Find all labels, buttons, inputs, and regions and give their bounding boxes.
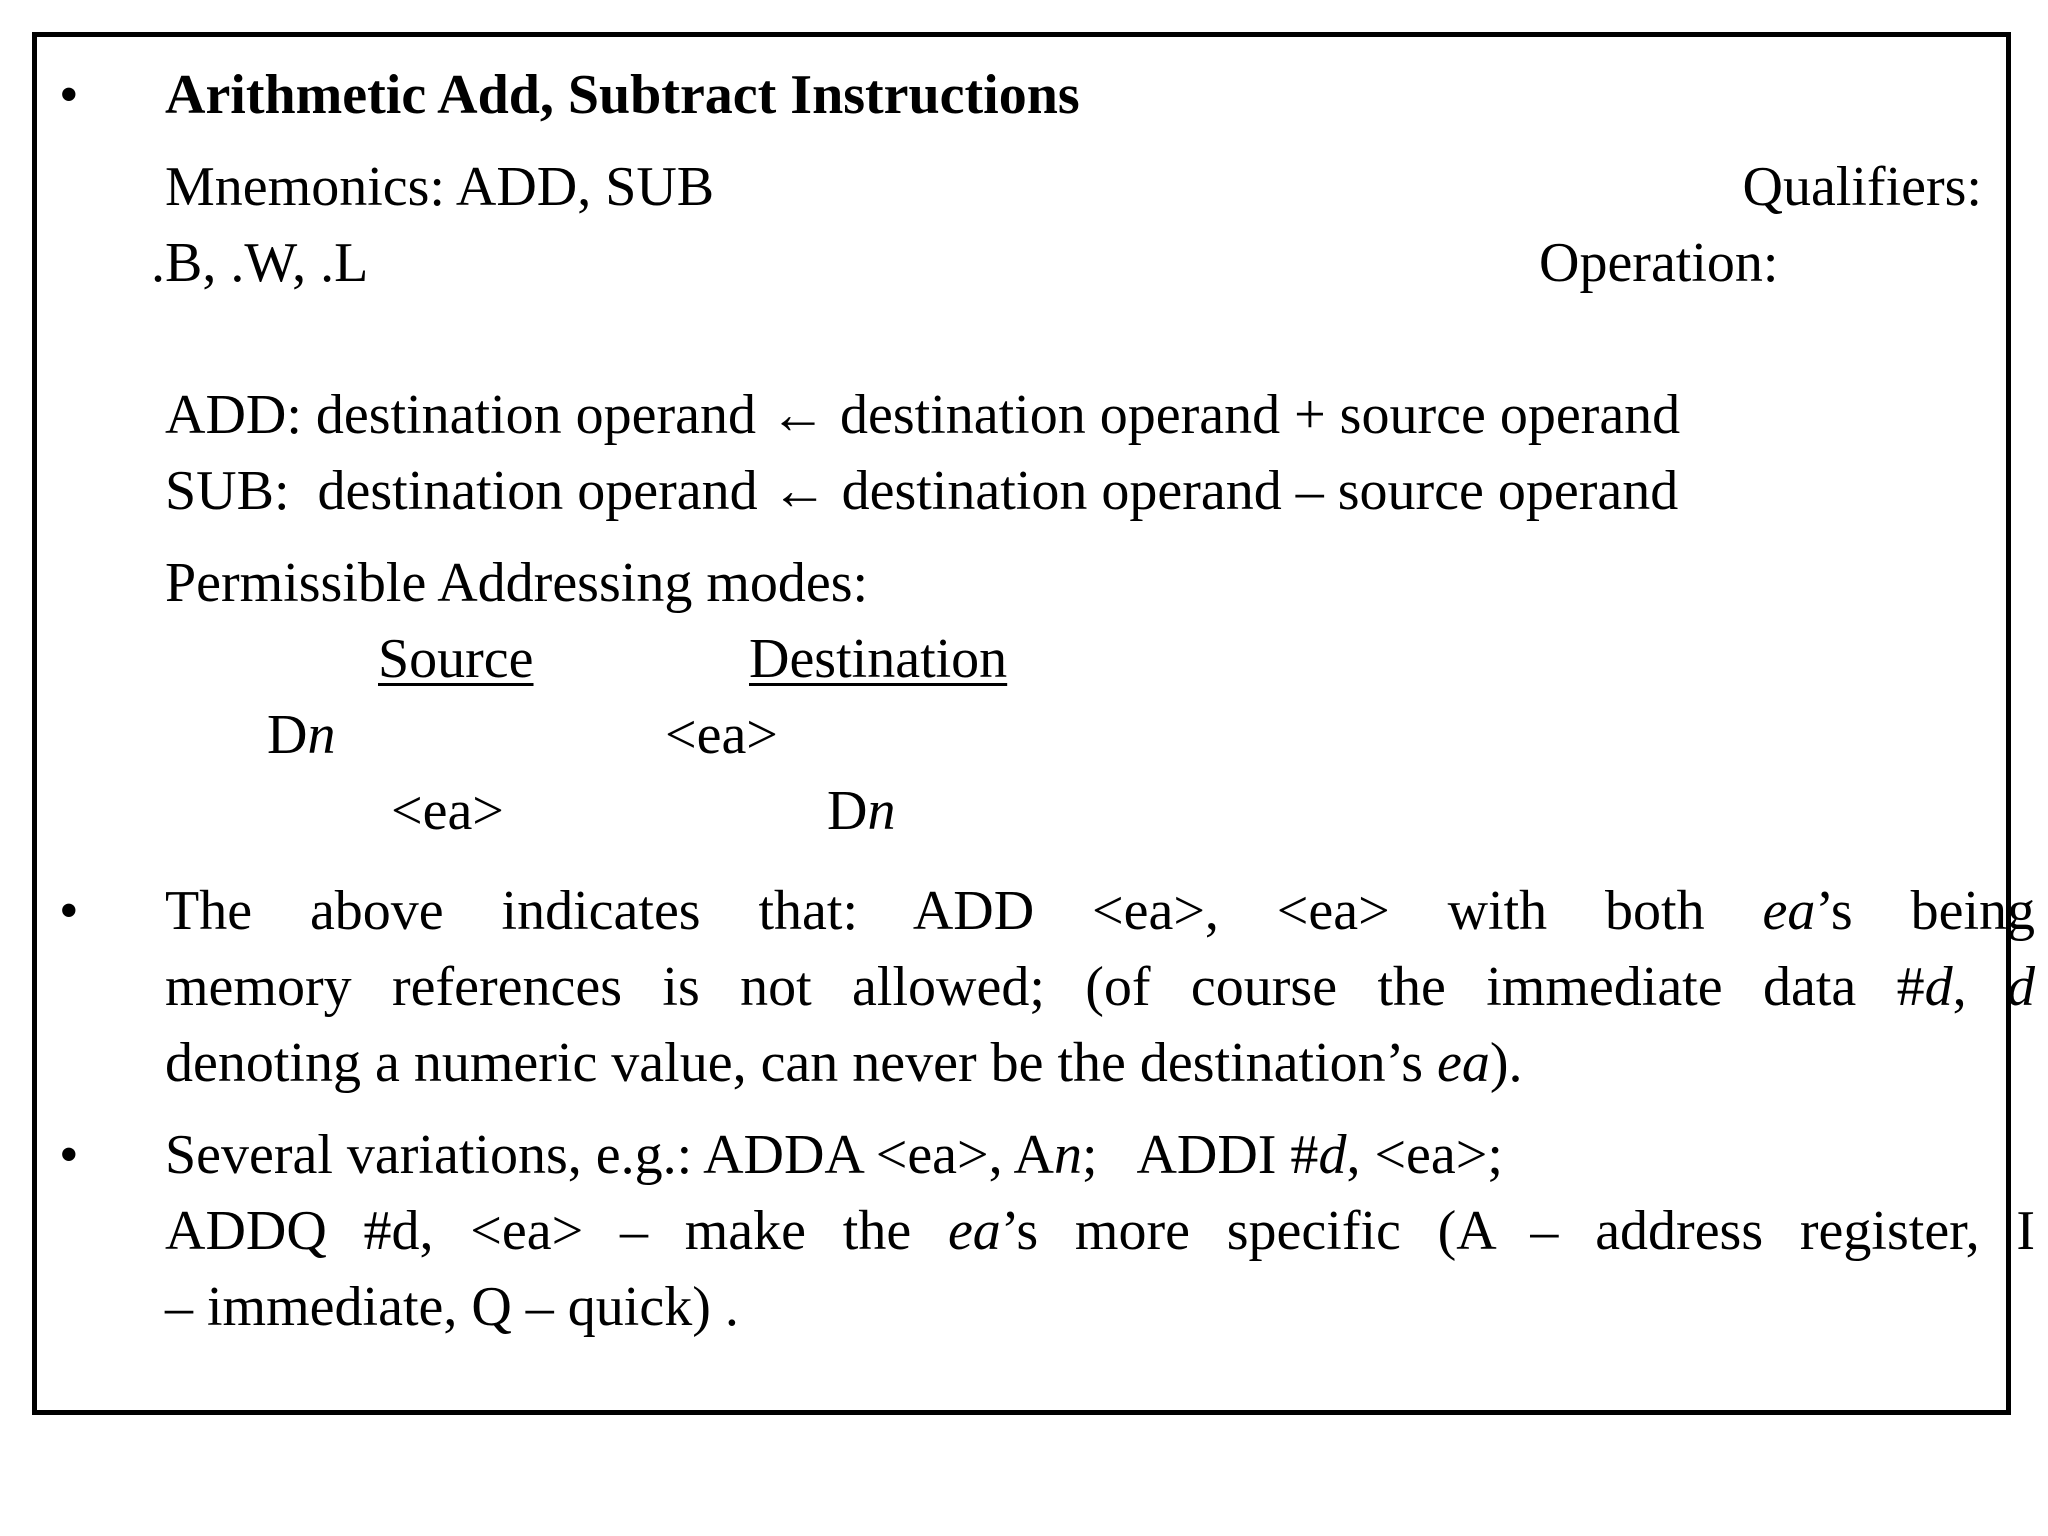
mode-row-1-destination: <ea>	[665, 704, 778, 766]
variations-line-2: ADDQ #d, <ea> – make the ea’s more specific (A – address register, I	[165, 1200, 2036, 1262]
heading: Arithmetic Add, Subtract Instructions	[165, 64, 1080, 126]
modes-title: Permissible Addressing modes:	[165, 552, 869, 614]
qualifiers-label: Qualifiers:	[1742, 156, 1982, 218]
variations-line-3: – immediate, Q – quick) .	[165, 1276, 739, 1338]
bullet-3: •	[59, 1124, 79, 1186]
operation-sub: SUB: destination operand ← destination operand – source operand	[165, 460, 1679, 522]
mode-row-2-destination: Dn	[827, 780, 896, 842]
bullet-2: •	[59, 880, 79, 942]
bullet-1: •	[59, 64, 79, 126]
mode-row-1-source: Dn	[267, 704, 336, 766]
operation-add: ADD: destination operand ← destination operand + source operand	[165, 384, 1681, 446]
source-header: Source	[378, 628, 534, 690]
qualifiers-value: .B, .W, .L	[151, 232, 369, 294]
variations-line-1: Several variations, e.g.: ADDA <ea>, An; ADDI #d, <ea>;	[165, 1124, 1503, 1186]
mnemonics-line: Mnemonics: ADD, SUB	[165, 156, 715, 218]
mode-row-2-source: <ea>	[391, 780, 504, 842]
note-line-2: memory references is not allowed; (of course the immediate data #d, d	[165, 956, 2035, 1018]
note-line-1: The above indicates that: ADD <ea>, <ea> with both ea’s being	[165, 880, 2036, 942]
operation-label: Operation:	[1539, 232, 1779, 294]
slide-frame	[32, 32, 2036, 1415]
note-line-3: denoting a numeric value, can never be the destination’s ea).	[165, 1032, 1523, 1094]
destination-header: Destination	[749, 628, 1008, 690]
